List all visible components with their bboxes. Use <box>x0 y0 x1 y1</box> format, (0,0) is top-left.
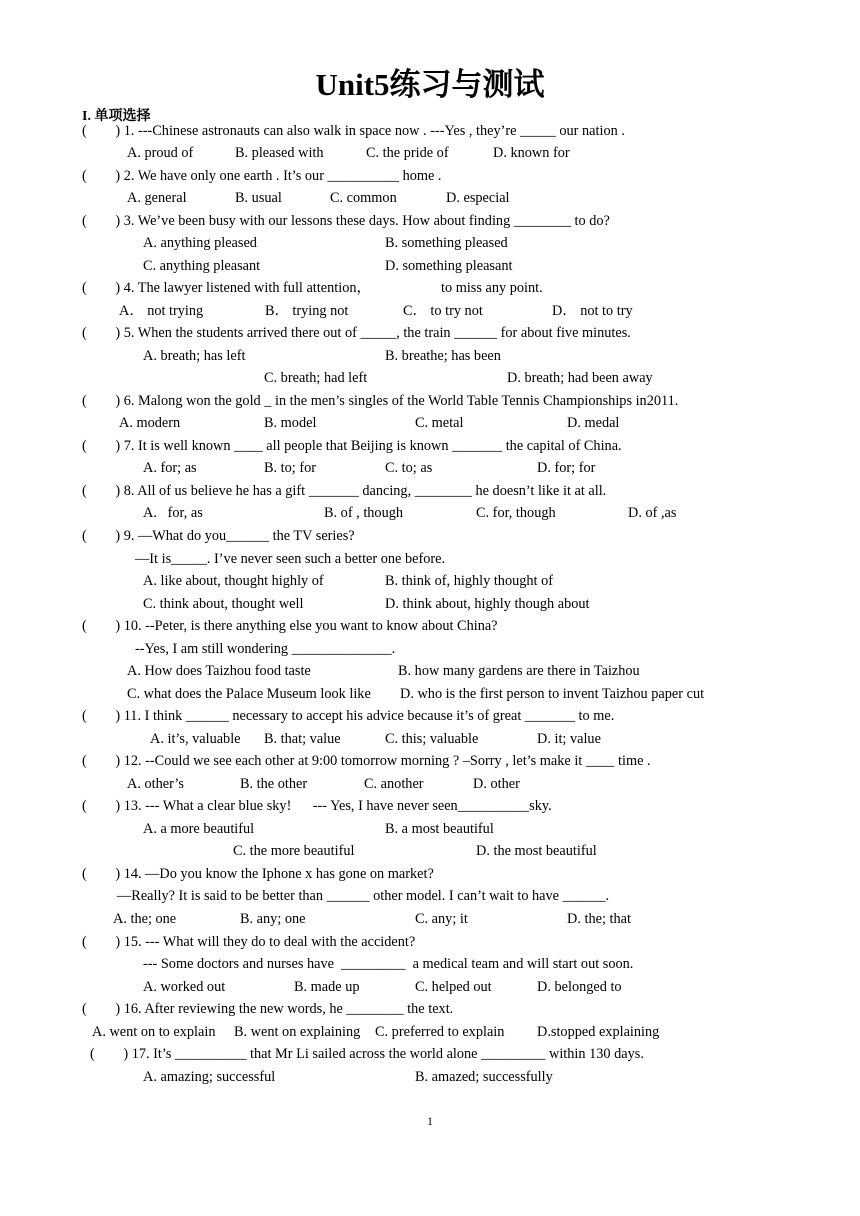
option-text: B. a most beautiful <box>385 821 494 837</box>
option-text: B． trying not <box>265 303 349 319</box>
option-text: C. preferred to explain <box>375 1024 505 1040</box>
option-text: C. for, though <box>476 505 556 521</box>
text-line: A. a more beautiful <box>143 821 255 837</box>
text-line: A． not trying <box>119 303 204 319</box>
option-text: D. it; value <box>537 731 601 747</box>
text-line: ( ) 14. —Do you know the Iphone x has gone on market? <box>82 866 434 882</box>
option-text: D. for; for <box>537 460 596 476</box>
text-line: C. anything pleasant <box>143 258 261 274</box>
option-text: D. belonged to <box>537 979 622 995</box>
option-text: B. any; one <box>240 911 306 927</box>
text-line: —Really? It is said to be better than ______ other model. I can’t wait to have ______. <box>117 888 610 904</box>
text-line: A. it’s, valuable <box>150 731 241 747</box>
text-line: A. like about, thought highly of <box>143 573 324 589</box>
option-text: D. other <box>473 776 520 792</box>
option-text: B. how many gardens are there in Taizhou <box>398 663 640 679</box>
option-text: B. breathe; has been <box>385 348 501 364</box>
option-text: D. think about, highly though about <box>385 596 590 612</box>
option-text: to miss any point. <box>441 280 543 296</box>
text-line: A. for, as <box>143 505 203 521</box>
option-text: B. usual <box>235 190 282 206</box>
option-text: C. helped out <box>415 979 492 995</box>
option-text: C. this; valuable <box>385 731 479 747</box>
text-line: ( ) 2. We have only one earth . It’s our __________ home . <box>82 168 442 184</box>
option-text: C. the pride of <box>366 145 449 161</box>
option-text: C. another <box>364 776 424 792</box>
text-line: ( ) 1. ---Chinese astronauts can also walk in space now . ---Yes , they’re _____ our nation . <box>82 123 625 139</box>
option-text: B. to; for <box>264 460 317 476</box>
text-line: C. the more beautiful <box>233 843 355 859</box>
text-line: ( ) 4. The lawyer listened with full attention， <box>82 280 371 296</box>
text-line: ( ) 6. Malong won the gold _ in the men’s singles of the World Table Tennis Championships in2011. <box>82 393 679 409</box>
text-line: A. went on to explain <box>92 1024 216 1040</box>
text-line: A. general <box>127 190 187 206</box>
text-line: ( ) 7. It is well known ____ all people that Beijing is known _______ the capital of China. <box>82 438 622 454</box>
text-line: A. proud of <box>127 145 194 161</box>
option-text: D. the most beautiful <box>476 843 597 859</box>
option-text: D.stopped explaining <box>537 1024 660 1040</box>
text-line: A. the; one <box>113 911 177 927</box>
option-text: D. something pleasant <box>385 258 513 274</box>
text-line: ( ) 17. It’s __________ that Mr Li sailed across the world alone _________ within 130 days. <box>90 1046 644 1062</box>
section-heading: I. 单项选择 <box>82 109 151 124</box>
text-line: —It is_____. I’ve never seen such a better one before. <box>135 551 446 567</box>
text-line: C. what does the Palace Museum look like <box>127 686 371 702</box>
option-text: D. medal <box>567 415 620 431</box>
text-line: A. for; as <box>143 460 197 476</box>
option-text: B. made up <box>294 979 360 995</box>
option-text: D. who is the first person to invent Taizhou paper cut <box>400 686 705 702</box>
option-text: C. common <box>330 190 397 206</box>
option-text: B. pleased with <box>235 145 324 161</box>
page-number: 1 <box>427 1114 433 1128</box>
text-line: --- Some doctors and nurses have _________ a medical team and will start out soon. <box>143 956 634 972</box>
option-text: B. the other <box>240 776 308 792</box>
text-line: --Yes, I am still wondering ______________. <box>135 641 396 657</box>
option-text: C. any; it <box>415 911 468 927</box>
option-text: B. of , though <box>324 505 404 521</box>
option-text: D. the; that <box>567 911 631 927</box>
option-text: B. model <box>264 415 317 431</box>
text-line: ( ) 12. --Could we see each other at 9:00 tomorrow morning ? –Sorry , let’s make it ____ time . <box>82 753 651 769</box>
option-text: C. metal <box>415 415 464 431</box>
text-line: A. anything pleased <box>143 235 257 251</box>
option-text: B. amazed; successfully <box>415 1069 553 1085</box>
text-line: ( ) 5. When the students arrived there out of _____, the train ______ for about five minutes. <box>82 325 631 341</box>
option-text: D. of ,as <box>628 505 677 521</box>
text-line: A. breath; has left <box>143 348 246 364</box>
option-text: C． to try not <box>403 303 483 319</box>
option-text: B. think of, highly thought of <box>385 573 553 589</box>
option-text: B. something pleased <box>385 235 508 251</box>
text-line: A. How does Taizhou food taste <box>127 663 311 679</box>
text-line: ( ) 15. --- What will they do to deal with the accident? <box>82 934 416 950</box>
option-text: D. especial <box>446 190 510 206</box>
text-line: ( ) 11. I think ______ necessary to accept his advice because it’s of great _______ to me. <box>82 708 615 724</box>
text-line: ( ) 10. --Peter, is there anything else you want to know about China? <box>82 618 498 634</box>
text-line: ( ) 3. We’ve been busy with our lessons these days. How about finding ________ to do? <box>82 213 610 229</box>
text-line: A. amazing; successful <box>143 1069 276 1085</box>
text-line: ( ) 9. —What do you______ the TV series? <box>82 528 355 544</box>
option-text: C. to; as <box>385 460 433 476</box>
option-text: B. went on explaining <box>234 1024 361 1040</box>
text-line: ( ) 8. All of us believe he has a gift _______ dancing, ________ he doesn’t like it at all. <box>82 483 607 499</box>
text-line: C. breath; had left <box>264 370 368 386</box>
option-text: B. that; value <box>264 731 341 747</box>
text-line: A. other’s <box>127 776 184 792</box>
option-text: D． not to try <box>552 303 633 319</box>
text-line: ( ) 13. --- What a clear blue sky! --- Yes, I have never seen__________sky. <box>82 798 552 814</box>
page-title: Unit5练习与测试 <box>315 67 545 102</box>
text-line: A. modern <box>119 415 181 431</box>
text-line: ( ) 16. After reviewing the new words, he ________ the text. <box>82 1001 454 1017</box>
option-text: D. breath; had been away <box>507 370 653 386</box>
text-line: A. worked out <box>143 979 226 995</box>
option-text: D. known for <box>493 145 570 161</box>
text-line: C. think about, thought well <box>143 596 304 612</box>
